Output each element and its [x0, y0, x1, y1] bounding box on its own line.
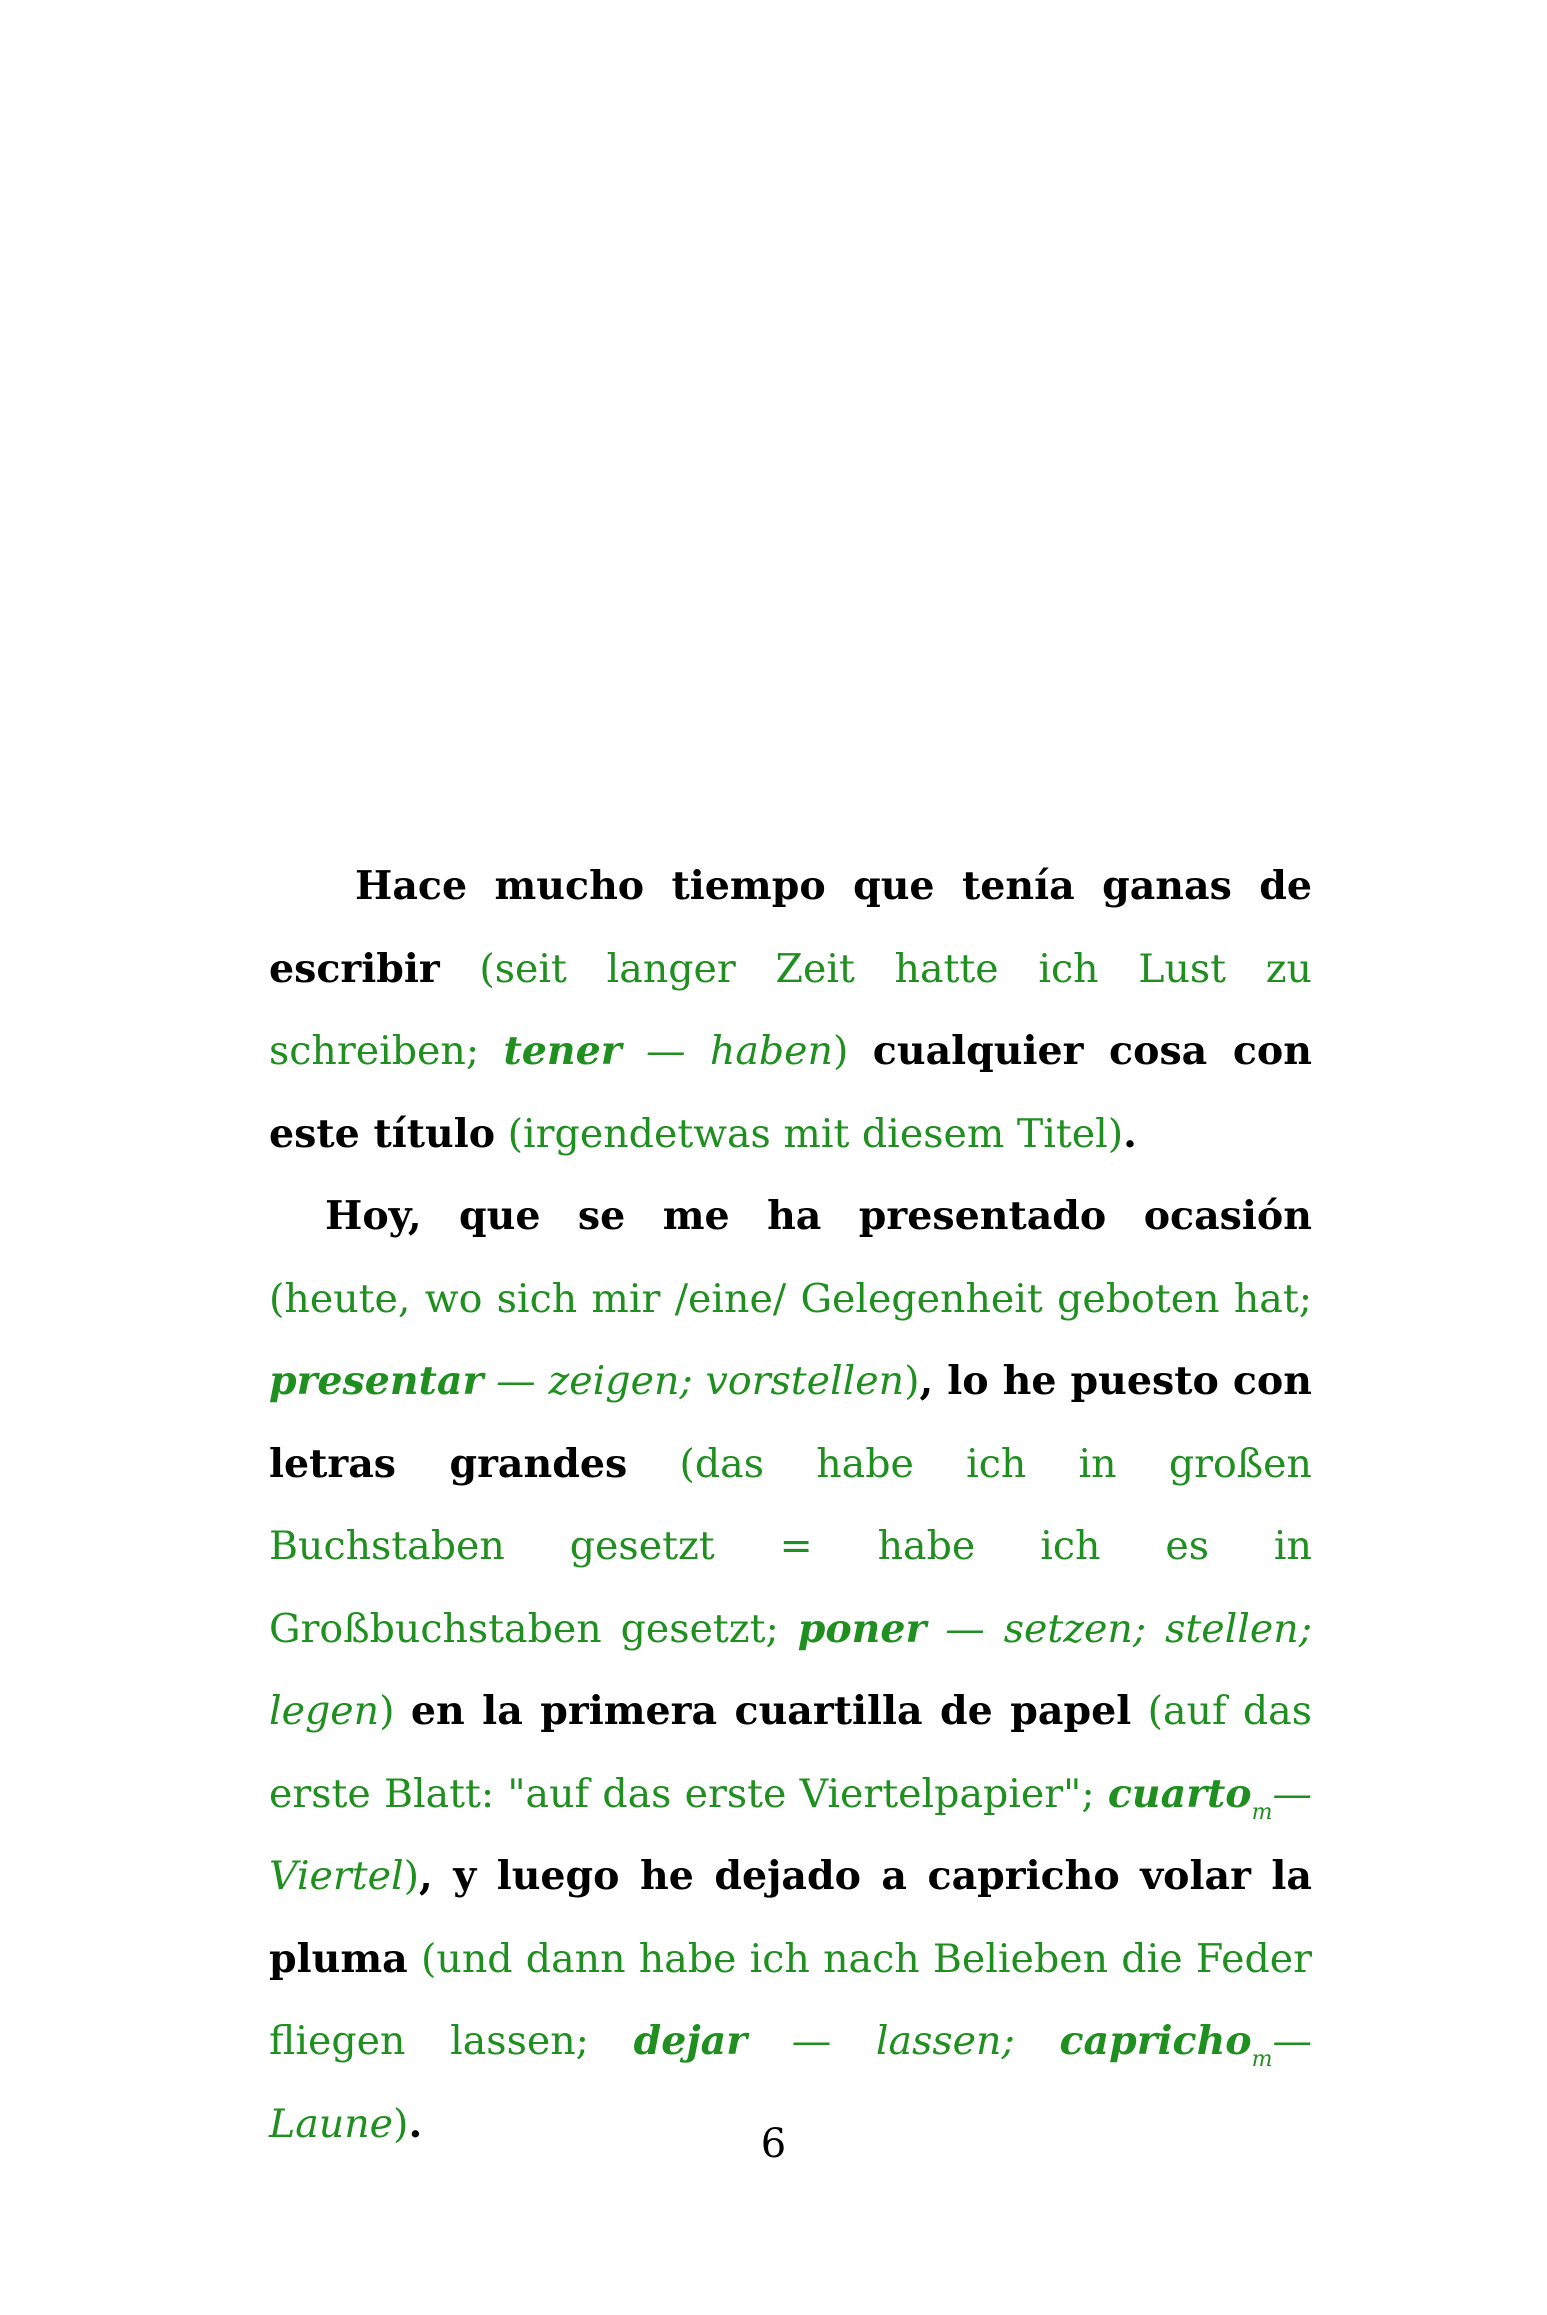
- page-number: 6: [760, 2121, 787, 2167]
- paragraph-2: [269, 1175, 1312, 2165]
- spanish-text: Hoy, que se me ha presentado ocasión: [325, 1193, 1312, 1239]
- spanish-text: cualquier cosa con este título: [269, 1028, 1312, 1157]
- spanish-punctuation: .: [408, 2100, 423, 2147]
- german-translation: (seit langer Zeit hatte ich Lust zu schreiben;: [269, 945, 1312, 1074]
- vocab-gloss: — Viertel: [269, 1770, 1312, 1899]
- german-translation: ): [904, 1358, 920, 1404]
- german-translation: (heute, wo sich mir /eine/ Gelegenheit geboten hat;: [269, 1275, 1312, 1322]
- german-translation: (irgendetwas mit diesem Titel): [495, 1110, 1124, 1157]
- spanish-punctuation: .: [1123, 1110, 1137, 1157]
- vocab-gloss: — lassen;: [747, 2018, 1060, 2064]
- vocab-lemma: capricho: [1059, 2018, 1252, 2064]
- vocab-lemma: tener: [503, 1028, 622, 1074]
- german-translation: ): [393, 2100, 409, 2147]
- spanish-text: Hace mucho tiempo que tenía ganas de escribir: [269, 863, 1312, 992]
- german-translation: ): [832, 1028, 873, 1074]
- german-translation: ): [379, 1688, 411, 1734]
- vocab-gloss: — setzen; stellen; legen: [269, 1605, 1312, 1734]
- spanish-text: , y luego he dejado a capricho volar la pluma: [269, 1853, 1312, 1982]
- vocab-gloss: — Laune: [269, 2018, 1313, 2147]
- vocab-lemma: dejar: [633, 2018, 748, 2064]
- vocab-lemma: presentar: [269, 1358, 484, 1404]
- german-translation: (auf das erste Blatt: "auf das erste Viertelpapier";: [269, 1688, 1312, 1817]
- gender-marker: m: [1251, 1799, 1273, 1825]
- gender-marker: m: [1251, 2047, 1273, 2072]
- german-translation: (und dann habe ich nach Belieben die Feder fliegen lassen;: [269, 1935, 1312, 2064]
- german-translation: ): [403, 1853, 420, 1899]
- spanish-text: en la primera cuartilla de papel: [410, 1688, 1132, 1734]
- vocab-lemma: poner: [797, 1605, 927, 1652]
- paragraph-1: [269, 845, 1312, 1175]
- vocab-gloss: — zeigen; vorstellen: [483, 1358, 905, 1404]
- spanish-text: , lo he puesto con letras grandes: [269, 1358, 1312, 1487]
- page-body: [269, 845, 1312, 2165]
- german-translation: (das habe ich in großen Buchstaben gesetzt = habe ich es in Großbuchstaben gesetzt;: [269, 1440, 1312, 1652]
- vocab-gloss: — haben: [621, 1028, 833, 1074]
- vocab-lemma: cuarto: [1107, 1770, 1252, 1817]
